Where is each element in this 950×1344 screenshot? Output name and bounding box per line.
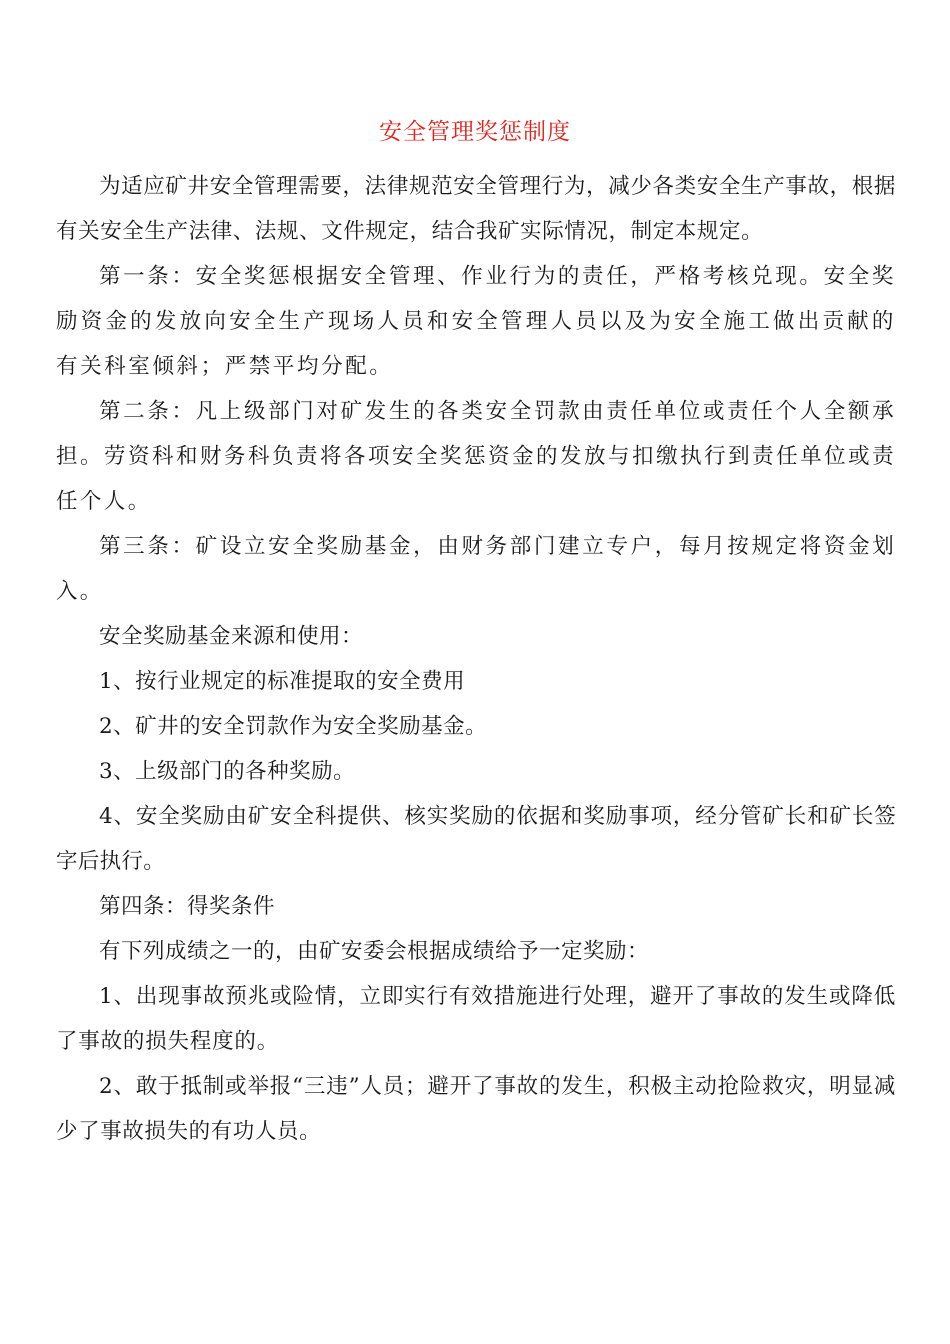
award-condition-1: 1、出现事故预兆或险情，立即实行有效措施进行处理，避开了事故的发生或降低了事故的损失程度的。 bbox=[56, 984, 896, 1054]
article-4-heading: 第四条：得奖条件 bbox=[99, 894, 276, 919]
article-3-paragraph: 第三条：矿设立安全奖励基金，由财务部门建立专户，每月按规定将资金划入。 bbox=[56, 534, 896, 604]
fund-item-4: 4、安全奖励由矿安全科提供、核实奖励的依据和奖励事项，经分管矿长和矿长签字后执行。 bbox=[56, 804, 896, 874]
fund-source-heading: 安全奖励基金来源和使用： bbox=[99, 624, 364, 649]
fund-item-3: 3、上级部门的各种奖励。 bbox=[99, 759, 356, 784]
document-body bbox=[56, 164, 896, 1154]
award-condition-2: 2、敢于抵制或举报“三违”人员；避开了事故的发生，积极主动抢险救灾，明显减少了事故损失的有功人员。 bbox=[56, 1074, 896, 1144]
fund-item-2: 2、矿井的安全罚款作为安全奖励基金。 bbox=[99, 714, 488, 739]
award-conditions-intro: 有下列成绩之一的，由矿安委会根据成绩给予一定奖励： bbox=[99, 939, 650, 964]
article-2-paragraph: 第二条：凡上级部门对矿发生的各类安全罚款由责任单位或责任个人全额承担。劳资科和财务科负责将各项安全奖惩资金的发放与扣缴执行到责任单位或责任个人。 bbox=[56, 399, 896, 514]
document-title: 安全管理奖惩制度 bbox=[379, 119, 571, 145]
article-1-paragraph: 第一条：安全奖惩根据安全管理、作业行为的责任，严格考核兑现。安全奖励资金的发放向安全生产现场人员和安全管理人员以及为安全施工做出贡献的有关科室倾斜；严禁平均分配。 bbox=[56, 264, 896, 379]
intro-paragraph: 为适应矿井安全管理需要，法律规范安全管理行为，减少各类安全生产事故，根据有关安全生产法律、法规、文件规定，结合我矿实际情况，制定本规定。 bbox=[56, 174, 896, 244]
fund-item-1: 1、按行业规定的标准提取的安全费用 bbox=[99, 669, 466, 694]
